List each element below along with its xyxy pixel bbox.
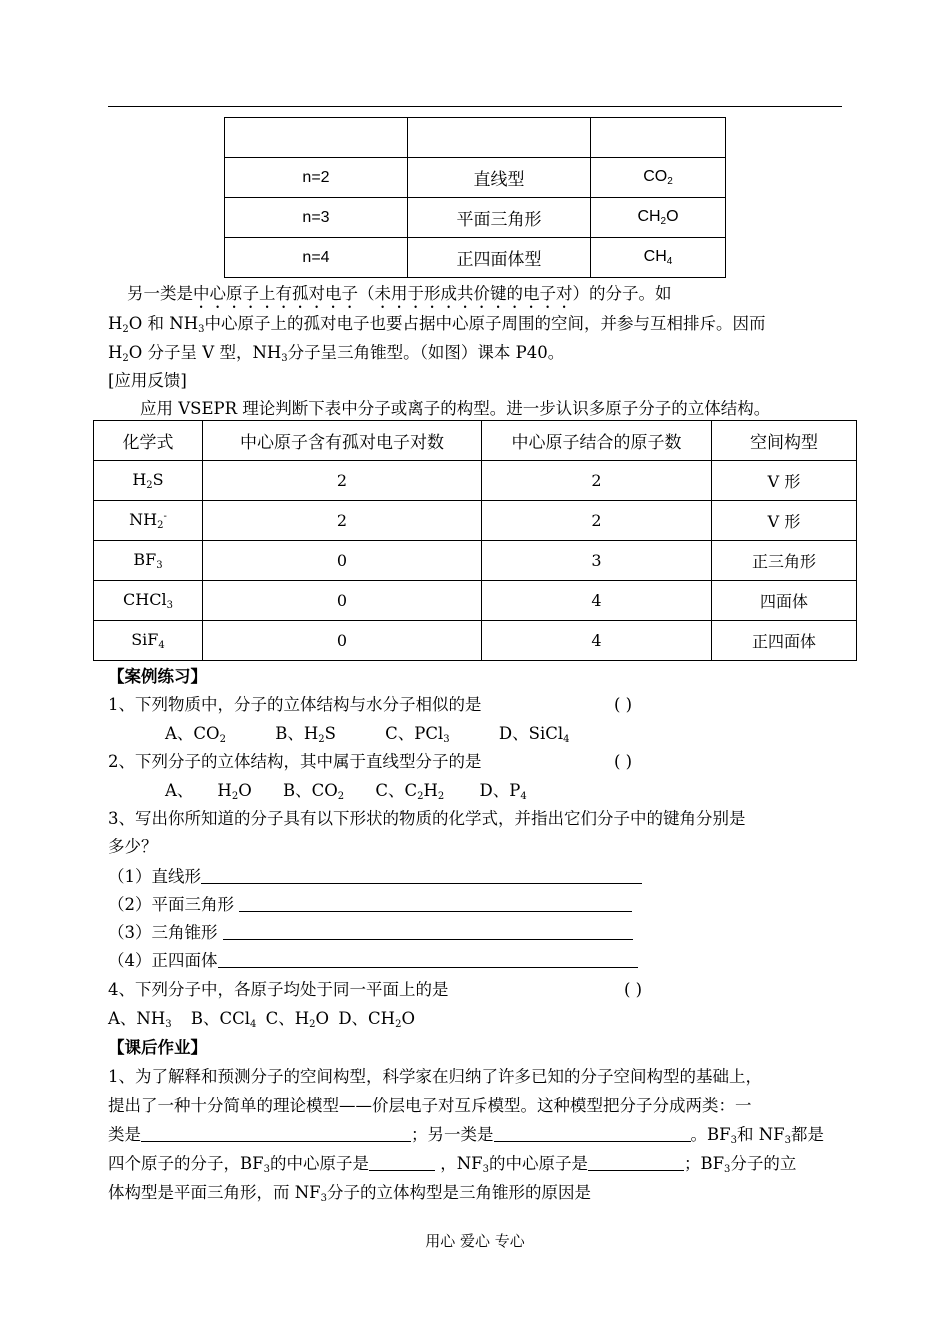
answer-blank[interactable] xyxy=(201,867,642,884)
homework-line-1: 1、为了解释和预测分子的空间构型，科学家在归纳了许多已知的分子空间构型的基础上， xyxy=(108,1067,762,1086)
table-row xyxy=(94,501,857,541)
col-header: 化学式 xyxy=(94,421,203,461)
table-row xyxy=(94,541,857,581)
answer-blank[interactable] xyxy=(223,923,633,940)
cell-bonded: 4 xyxy=(482,581,712,621)
cell-shape: 四面体 xyxy=(712,581,857,621)
cell-shape: V 形 xyxy=(712,461,857,501)
answer-blank[interactable] xyxy=(369,1154,435,1171)
q3-item-3: （3）三角锥形 xyxy=(108,922,633,944)
table-row xyxy=(94,581,857,621)
answer-blank[interactable] xyxy=(588,1154,684,1171)
cell-shape: V 形 xyxy=(712,501,857,541)
cell-shape: 正三角形 xyxy=(712,541,857,581)
q4-options: A、$NH_3$ B、CCl$_4$ C、$H_2O$ D、$CH_2O$ xyxy=(108,1009,415,1030)
cell-formula: $NH_2^-$ xyxy=(94,501,203,541)
question-1: 1、下列物质中，分子的立体结构与水分子相似的是 xyxy=(108,695,482,714)
vsepr-table-no-lone-pairs xyxy=(224,117,726,278)
cell-formula: CHCl$_3$ xyxy=(94,581,203,621)
cell-bonded: 4 xyxy=(482,621,712,661)
cell-shape: 直线型 xyxy=(408,158,591,198)
cell-bonded: 2 xyxy=(482,461,712,501)
question-3: 3、写出你所知道的分子具有以下形状的物质的化学式，并指出它们分子中的键角分别是 xyxy=(108,809,746,828)
q3-item-2: （2）平面三角形 xyxy=(108,894,632,916)
feedback-title: [应用反馈] xyxy=(108,371,187,390)
homework-line-5: 体构型是平面三角形，而 $NF_3$分子的立体构型是三角锥形的原因是 xyxy=(108,1183,592,1204)
cell-formula: $H_2S$ xyxy=(94,461,203,501)
cell-n: n=3 xyxy=(225,198,408,238)
answer-paren: ( ) xyxy=(614,695,633,714)
homework-title: 【课后作业】 xyxy=(108,1038,207,1057)
question-3-cont: 多少？ xyxy=(108,837,158,856)
para-line-1: 另一类是中心原子上有孤对电子（未用于形成共价键的电子对）的分子。如 xyxy=(127,284,672,303)
cell-bonded: 3 xyxy=(482,541,712,581)
col-header: 中心原子含有孤对电子对数 xyxy=(203,421,482,461)
practice-title: 【案例练习】 xyxy=(108,667,207,686)
homework-line-4: 四个原子的分子，$BF_3$的中心原子是 ，$NF_3$的中心原子是 ；$BF_3$分子的立 xyxy=(108,1154,797,1175)
answer-blank[interactable] xyxy=(141,1125,411,1142)
cell-example: $CH_2O$ xyxy=(591,198,726,238)
table-row xyxy=(225,158,726,198)
answer-paren: ( ) xyxy=(614,752,633,771)
table-row xyxy=(225,118,726,158)
answer-blank[interactable] xyxy=(494,1125,691,1142)
col-header: 中心原子结合的原子数 xyxy=(482,421,712,461)
cell-shape: 平面三角形 xyxy=(408,198,591,238)
question-4: 4、下列分子中，各原子均处于同一平面上的是 xyxy=(108,980,449,999)
table-row xyxy=(225,238,726,278)
cell-bonded: 2 xyxy=(482,501,712,541)
cell-example: $CO_2$ xyxy=(591,158,726,198)
table-row xyxy=(94,621,857,661)
cell-n: n=4 xyxy=(225,238,408,278)
cell-lone-pairs: 2 xyxy=(203,461,482,501)
cell-n: n=2 xyxy=(225,158,408,198)
col-header: 空间构型 xyxy=(712,421,857,461)
table-row xyxy=(225,198,726,238)
cell-lone-pairs: 2 xyxy=(203,501,482,541)
homework-line-2: 提出了一种十分简单的理论模型——价层电子对互斥模型。这种模型把分子分成两类：一 xyxy=(108,1096,752,1115)
feedback-intro: 应用 VSEPR 理论判断下表中分子或离子的构型。进一步认识多原子分子的立体结构。 xyxy=(140,399,771,418)
q2-options: A、 $H_2O$ B、$CO_2$ C、$C_2H_2$ D、$P_4$ xyxy=(165,781,527,802)
cell-lone-pairs: 0 xyxy=(203,541,482,581)
answer-blank[interactable] xyxy=(239,895,632,912)
vsepr-molecule-table xyxy=(93,420,857,661)
q3-item-4: （4）正四面体 xyxy=(108,950,638,972)
q3-item-1: （1）直线形 xyxy=(108,866,642,888)
table-row xyxy=(94,461,857,501)
cell-lone-pairs: 0 xyxy=(203,581,482,621)
cell-formula: $BF_3$ xyxy=(94,541,203,581)
answer-blank[interactable] xyxy=(218,951,638,968)
header-rule xyxy=(108,106,842,107)
homework-line-3: 类是 ；另一类是 。$BF_3$和 $NF_3$都是 xyxy=(108,1125,824,1146)
table-header-row xyxy=(94,421,857,461)
cell-shape: 正四面体型 xyxy=(408,238,591,278)
para-line-3: $H_2O$ 分子呈 V 型，$NH_3$分子呈三角锥型。（如图）课本 P40。 xyxy=(108,343,565,364)
cell-lone-pairs: 0 xyxy=(203,621,482,661)
cell-shape: 正四面体 xyxy=(712,621,857,661)
q1-options: A、$CO_2$ B、$H_2S$ C、PCl$_3$ D、SiCl$_4$ xyxy=(165,724,570,745)
answer-paren: ( ) xyxy=(624,980,643,999)
page-footer: 用心 爱心 专心 xyxy=(425,1232,525,1250)
question-2: 2、下列分子的立体结构，其中属于直线型分子的是 xyxy=(108,752,482,771)
para-line-2: $H_2O$ 和 $NH_3$中心原子上的孤对电子也要占据中心原子周围的空间，并参与互相排斥。因而 xyxy=(108,314,766,335)
cell-formula: SiF$_4$ xyxy=(94,621,203,661)
cell-example: $CH_4$ xyxy=(591,238,726,278)
